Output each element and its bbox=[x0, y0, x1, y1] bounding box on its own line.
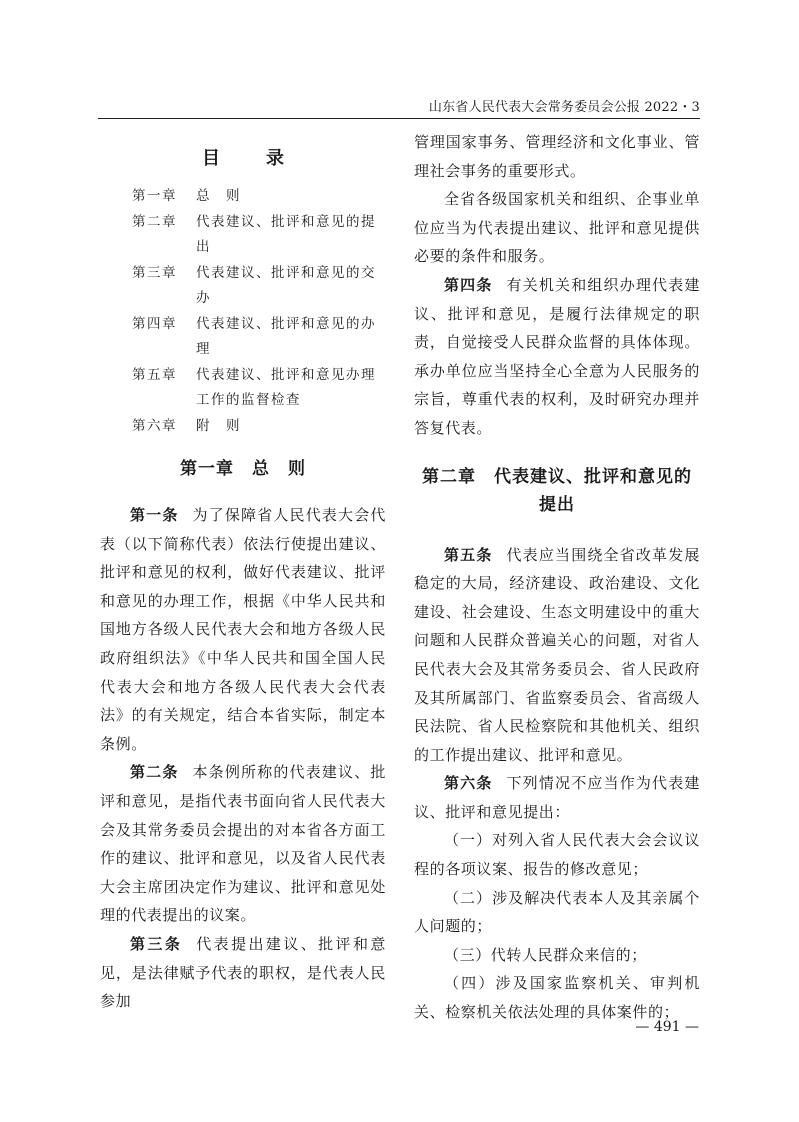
toc-chapter-number: 第三章 bbox=[132, 264, 177, 281]
chapter-heading bbox=[414, 463, 700, 519]
toc-chapter-number: 第一章 bbox=[132, 188, 177, 204]
chapter-number: 第二章 bbox=[422, 466, 476, 487]
toc-title: 目 录 bbox=[202, 148, 298, 169]
article-text: 下列情况不应当作为代表建议、批评和意见提出： bbox=[414, 774, 700, 821]
toc-entry bbox=[132, 210, 386, 261]
article-label: 第六条 bbox=[444, 774, 493, 793]
article-paragraph bbox=[100, 758, 386, 930]
toc-chapter-number: 第六章 bbox=[132, 417, 177, 434]
article-label: 第四条 bbox=[444, 275, 493, 294]
toc-chapter-number: 第五章 bbox=[132, 366, 177, 383]
toc-entry bbox=[132, 184, 386, 210]
article-paragraph bbox=[100, 501, 386, 758]
toc-chapter-name: 总 则 bbox=[196, 188, 241, 204]
toc-chapter-name: 代表建议、批评和意见的提出 bbox=[196, 213, 376, 255]
article-text: 代表应当围绕全省改革发展稳定的大局，经济建设、政治建设、文化建设、社会建设、生态文明建设中的重大问题和人民群众普遍关心的问题，对省人民代表大会及其常务委员会、省人民政府及其所属部门、省监察委员会、省高级人民法院、省人民检察院和其他机关、组织的工作提出建议、批评和意见。 bbox=[414, 545, 700, 764]
toc-entry bbox=[132, 363, 386, 414]
article-paragraph: 全省各级国家机关和组织、企事业单位应当为代表提出建议、批评和意见提供必要的条件和服务。 bbox=[414, 190, 700, 266]
right-column bbox=[414, 128, 700, 1027]
article-paragraph bbox=[100, 930, 386, 1016]
article-paragraph bbox=[414, 769, 700, 826]
article-text: 代表提出建议、批评和意见，是法律赋予代表的职权，是代表人民参加 bbox=[100, 934, 386, 1011]
table-of-contents bbox=[132, 184, 386, 439]
toc-entry bbox=[132, 414, 386, 440]
chapter-heading: 第一章 总 则 bbox=[180, 459, 306, 479]
article-continuation: 管理国家事务、管理经济和文化事业、管理社会事务的重要形式。 bbox=[414, 133, 700, 180]
page-header bbox=[98, 92, 700, 119]
toc-chapter-name: 附 则 bbox=[196, 417, 241, 434]
list-item: （四）涉及国家监察机关、审判机关、检察机关依法处理的具体案件的； bbox=[414, 974, 700, 1022]
article-text: 为了保障省人民代表大会代表（以下简称代表）依法行使提出建议、批评和意见的权利，做好代表建议、批评和意见的办理工作，根据《中华人民共和国地方各级人民代表大会和地方各级人民政府组织法》《中华人民共和国全国人民代表大会和地方各级人民代表大会代表法》的有关规定，结合本省实际，制定本条例。 bbox=[100, 506, 386, 753]
toc-chapter-name: 代表建议、批评和意见办理工作的监督检查 bbox=[196, 366, 376, 408]
toc-chapter-name: 代表建议、批评和意见的办理 bbox=[196, 315, 376, 357]
article-paragraph bbox=[414, 541, 700, 770]
toc-entry bbox=[132, 312, 386, 363]
article-label: 第一条 bbox=[130, 506, 179, 524]
list-item: （一）对列入省人民代表大会会议议程的各项议案、报告的修改意见； bbox=[414, 831, 700, 879]
list-item: （三）代转人民群众来信的； bbox=[444, 945, 647, 964]
article-label: 第三条 bbox=[130, 934, 183, 953]
toc-chapter-number: 第二章 bbox=[132, 213, 177, 230]
header-title: 山东省人民代表大会常务委员会公报 2022・3 bbox=[428, 100, 700, 115]
chapter-title: 代表建议、批评和意见的提出 bbox=[494, 466, 692, 515]
toc-chapter-number: 第四章 bbox=[132, 315, 177, 332]
list-item: （二）涉及解决代表本人及其亲属个人问题的； bbox=[414, 888, 700, 936]
toc-entry bbox=[132, 261, 386, 312]
toc-chapter-name: 代表建议、批评和意见的交办 bbox=[196, 264, 376, 306]
left-column bbox=[100, 128, 386, 1016]
article-text: 本条例所称的代表建议、批评和意见，是指代表书面向省人民代表大会及其常务委员会提出的对本省各方面工作的建议、批评和意见，以及省人民代表大会主席团决定作为建议、批评和意见处理的代表提出的议案。 bbox=[100, 763, 386, 925]
article-text: 有关机关和组织办理代表建议、批评和意见，是履行法律规定的职责，自觉接受人民群众监督的具体体现。承办单位应当坚持全心全意为人民服务的宗旨，尊重代表的权利，及时研究办理并答复代表。 bbox=[414, 275, 700, 437]
article-label: 第五条 bbox=[444, 545, 493, 564]
article-label: 第二条 bbox=[130, 763, 179, 782]
page-number: — 491 — bbox=[635, 1019, 699, 1035]
article-paragraph bbox=[414, 271, 700, 443]
